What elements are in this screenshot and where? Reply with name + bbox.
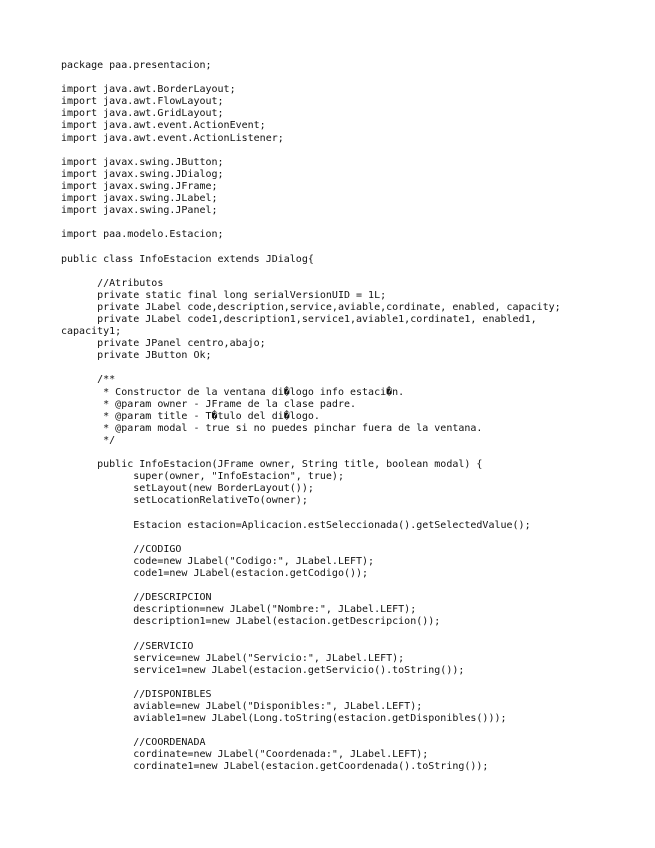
code-line: service=new JLabel("Servicio:", JLabel.LEFT); <box>61 652 405 664</box>
code-line: description=new JLabel("Nombre:", JLabel.LEFT); <box>61 604 417 616</box>
code-line: //CODIGO <box>61 543 182 555</box>
code-line: /** <box>61 374 116 386</box>
code-line <box>61 507 646 519</box>
code-line: //DESCRIPCION <box>61 592 212 604</box>
code-line <box>61 532 646 544</box>
code-line: * @param modal - true si no puedes pinchar fuera de la ventana. <box>61 422 483 434</box>
code-line: super(owner, "InfoEstacion", true); <box>61 471 344 483</box>
code-line: cordinate=new JLabel("Coordenada:", JLabel.LEFT); <box>61 749 429 761</box>
code-line: import java.awt.event.ActionEvent; <box>61 120 266 132</box>
code-line: package paa.presentacion; <box>61 60 212 71</box>
code-line <box>61 145 646 157</box>
code-line: private JLabel code,description,service,aviable,cordinate, enabled, capacity; <box>61 301 561 313</box>
code-line: //SERVICIO <box>61 640 194 652</box>
code-line: aviable=new JLabel("Disponibles:", JLabel.LEFT); <box>61 700 423 712</box>
code-line <box>61 447 646 459</box>
code-line: Estacion estacion=Aplicacion.estSeleccionada().getSelectedValue(); <box>61 519 531 531</box>
code-line <box>61 580 646 592</box>
code-line <box>61 217 646 229</box>
code-line: private JButton Ok; <box>61 350 212 362</box>
code-line: * Constructor de la ventana di�logo info estaci�n. <box>61 386 405 398</box>
code-line: private JPanel centro,abajo; <box>61 338 266 350</box>
code-line: code=new JLabel("Codigo:", JLabel.LEFT); <box>61 555 375 567</box>
code-line: import java.awt.event.ActionListener; <box>61 132 284 144</box>
code-line <box>61 241 646 253</box>
code-line: //DISPONIBLES <box>61 688 212 700</box>
code-line: */ <box>61 434 116 446</box>
code-line: setLocationRelativeTo(owner); <box>61 495 308 507</box>
code-line: private JLabel code1,description1,service1,aviable1,cordinate1, enabled1, <box>61 313 537 325</box>
code-line: import java.awt.FlowLayout; <box>61 96 224 108</box>
code-line: capacity1; <box>61 326 122 338</box>
code-line: import java.awt.BorderLayout; <box>61 84 236 96</box>
code-line: //COORDENADA <box>61 737 206 749</box>
code-line: public InfoEstacion(JFrame owner, String title, boolean modal) { <box>61 459 483 471</box>
code-line: cordinate1=new JLabel(estacion.getCoordenada().toString()); <box>61 761 489 773</box>
code-line: private static final long serialVersionUID = 1L; <box>61 289 387 301</box>
code-line <box>61 725 646 737</box>
code-line: * @param owner - JFrame de la clase padre. <box>61 398 357 410</box>
code-line: import paa.modelo.Estacion; <box>61 229 224 241</box>
code-line: import javax.swing.JDialog; <box>61 168 224 180</box>
code-line: public class InfoEstacion extends JDialog{ <box>61 253 314 265</box>
code-line: setLayout(new BorderLayout()); <box>61 483 314 495</box>
code-line <box>61 362 646 374</box>
code-line <box>61 72 646 84</box>
code-line <box>61 628 646 640</box>
source-code-listing <box>61 60 646 774</box>
code-line: service1=new JLabel(estacion.getServicio().toString()); <box>61 664 465 676</box>
code-line: * @param title - T�tulo del di�logo. <box>61 410 320 422</box>
code-line: code1=new JLabel(estacion.getCodigo()); <box>61 567 369 579</box>
code-line <box>61 266 646 278</box>
code-line: import javax.swing.JPanel; <box>61 205 218 217</box>
code-line: aviable1=new JLabel(Long.toString(estacion.getDisponibles())); <box>61 713 507 725</box>
code-line: import java.awt.GridLayout; <box>61 108 224 120</box>
code-line: //Atributos <box>61 277 164 289</box>
code-line: import javax.swing.JFrame; <box>61 180 218 192</box>
code-line: description1=new JLabel(estacion.getDescripcion()); <box>61 616 441 628</box>
code-line: import javax.swing.JButton; <box>61 156 224 168</box>
code-line <box>61 677 646 689</box>
code-line: import javax.swing.JLabel; <box>61 193 218 205</box>
